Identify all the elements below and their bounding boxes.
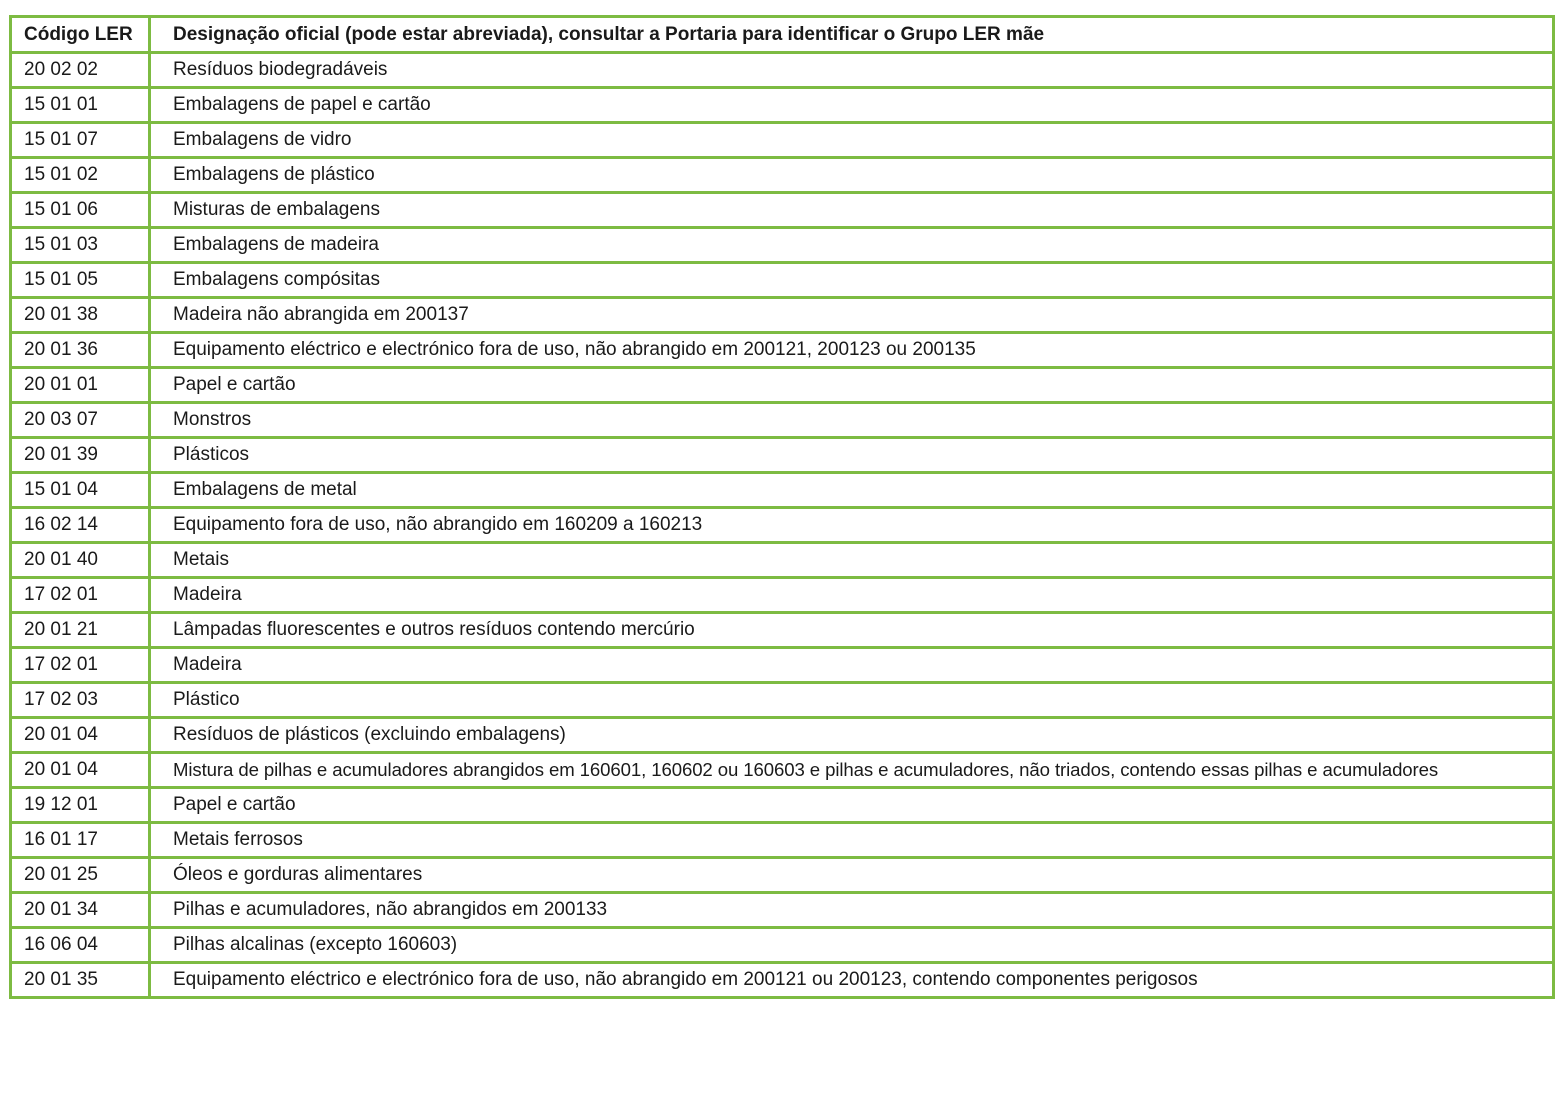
cell-code: 15 01 06 (11, 193, 150, 228)
table-row (11, 193, 1554, 228)
table-row (11, 858, 1554, 893)
table-row (11, 508, 1554, 543)
table-row (11, 928, 1554, 963)
cell-code: 20 01 39 (11, 438, 150, 473)
cell-code: 15 01 07 (11, 123, 150, 158)
cell-description: Embalagens de papel e cartão (150, 88, 1554, 123)
table-row (11, 263, 1554, 298)
table-row (11, 823, 1554, 858)
cell-code: 20 03 07 (11, 403, 150, 438)
cell-description: Embalagens de plástico (150, 158, 1554, 193)
ler-code-table (9, 15, 1555, 999)
cell-description: Embalagens compósitas (150, 263, 1554, 298)
table-row (11, 123, 1554, 158)
cell-description: Resíduos de plásticos (excluindo embalagens) (150, 718, 1554, 753)
cell-code: 20 01 34 (11, 893, 150, 928)
cell-description: Equipamento fora de uso, não abrangido em 160209 a 160213 (150, 508, 1554, 543)
cell-code: 20 01 04 (11, 718, 150, 753)
cell-code: 17 02 03 (11, 683, 150, 718)
cell-description: Metais (150, 543, 1554, 578)
cell-code: 20 02 02 (11, 53, 150, 88)
cell-description: Embalagens de madeira (150, 228, 1554, 263)
cell-description: Monstros (150, 403, 1554, 438)
cell-description: Embalagens de vidro (150, 123, 1554, 158)
cell-description: Óleos e gorduras alimentares (150, 858, 1554, 893)
table-row (11, 368, 1554, 403)
cell-description: Plásticos (150, 438, 1554, 473)
cell-code: 20 01 35 (11, 963, 150, 998)
cell-code: 15 01 02 (11, 158, 150, 193)
cell-description: Lâmpadas fluorescentes e outros resíduos contendo mercúrio (150, 613, 1554, 648)
cell-code: 16 02 14 (11, 508, 150, 543)
table-row (11, 438, 1554, 473)
cell-code: 20 01 04 (11, 753, 150, 788)
cell-description: Madeira (150, 578, 1554, 613)
table-row (11, 333, 1554, 368)
ler-code-table-container (9, 15, 1552, 999)
cell-description: Papel e cartão (150, 368, 1554, 403)
cell-description: Pilhas e acumuladores, não abrangidos em 200133 (150, 893, 1554, 928)
table-row (11, 753, 1554, 788)
cell-description: Resíduos biodegradáveis (150, 53, 1554, 88)
header-code: Código LER (11, 17, 150, 53)
table-row (11, 578, 1554, 613)
cell-description: Equipamento eléctrico e electrónico fora de uso, não abrangido em 200121, 200123 ou 200135 (150, 333, 1554, 368)
table-row (11, 613, 1554, 648)
cell-code: 15 01 05 (11, 263, 150, 298)
table-row (11, 718, 1554, 753)
cell-description: Mistura de pilhas e acumuladores abrangidos em 160601, 160602 ou 160603 e pilhas e acumuladores, não triados, contendo essas pilhas e acumuladores (150, 753, 1554, 788)
cell-description: Misturas de embalagens (150, 193, 1554, 228)
cell-code: 15 01 01 (11, 88, 150, 123)
table-row (11, 648, 1554, 683)
table-row (11, 53, 1554, 88)
cell-code: 20 01 25 (11, 858, 150, 893)
table-row (11, 788, 1554, 823)
cell-description: Madeira (150, 648, 1554, 683)
table-row (11, 543, 1554, 578)
table-row (11, 298, 1554, 333)
table-header-row (11, 17, 1554, 53)
table-row (11, 403, 1554, 438)
cell-code: 20 01 01 (11, 368, 150, 403)
cell-description: Equipamento eléctrico e electrónico fora de uso, não abrangido em 200121 ou 200123, contendo componentes perigosos (150, 963, 1554, 998)
cell-code: 20 01 38 (11, 298, 150, 333)
table-body (11, 53, 1554, 998)
table-row (11, 963, 1554, 998)
table-row (11, 88, 1554, 123)
cell-code: 19 12 01 (11, 788, 150, 823)
cell-description: Plástico (150, 683, 1554, 718)
cell-code: 20 01 36 (11, 333, 150, 368)
header-description: Designação oficial (pode estar abreviada), consultar a Portaria para identificar o Grupo LER mãe (150, 17, 1554, 53)
table-row (11, 158, 1554, 193)
cell-code: 17 02 01 (11, 578, 150, 613)
cell-code: 17 02 01 (11, 648, 150, 683)
cell-description: Metais ferrosos (150, 823, 1554, 858)
cell-code: 16 01 17 (11, 823, 150, 858)
table-row (11, 893, 1554, 928)
cell-code: 20 01 40 (11, 543, 150, 578)
cell-code: 15 01 03 (11, 228, 150, 263)
table-row (11, 473, 1554, 508)
cell-description: Papel e cartão (150, 788, 1554, 823)
cell-code: 16 06 04 (11, 928, 150, 963)
cell-description: Pilhas alcalinas (excepto 160603) (150, 928, 1554, 963)
cell-code: 20 01 21 (11, 613, 150, 648)
cell-description: Madeira não abrangida em 200137 (150, 298, 1554, 333)
cell-description: Embalagens de metal (150, 473, 1554, 508)
table-row (11, 683, 1554, 718)
table-row (11, 228, 1554, 263)
cell-code: 15 01 04 (11, 473, 150, 508)
